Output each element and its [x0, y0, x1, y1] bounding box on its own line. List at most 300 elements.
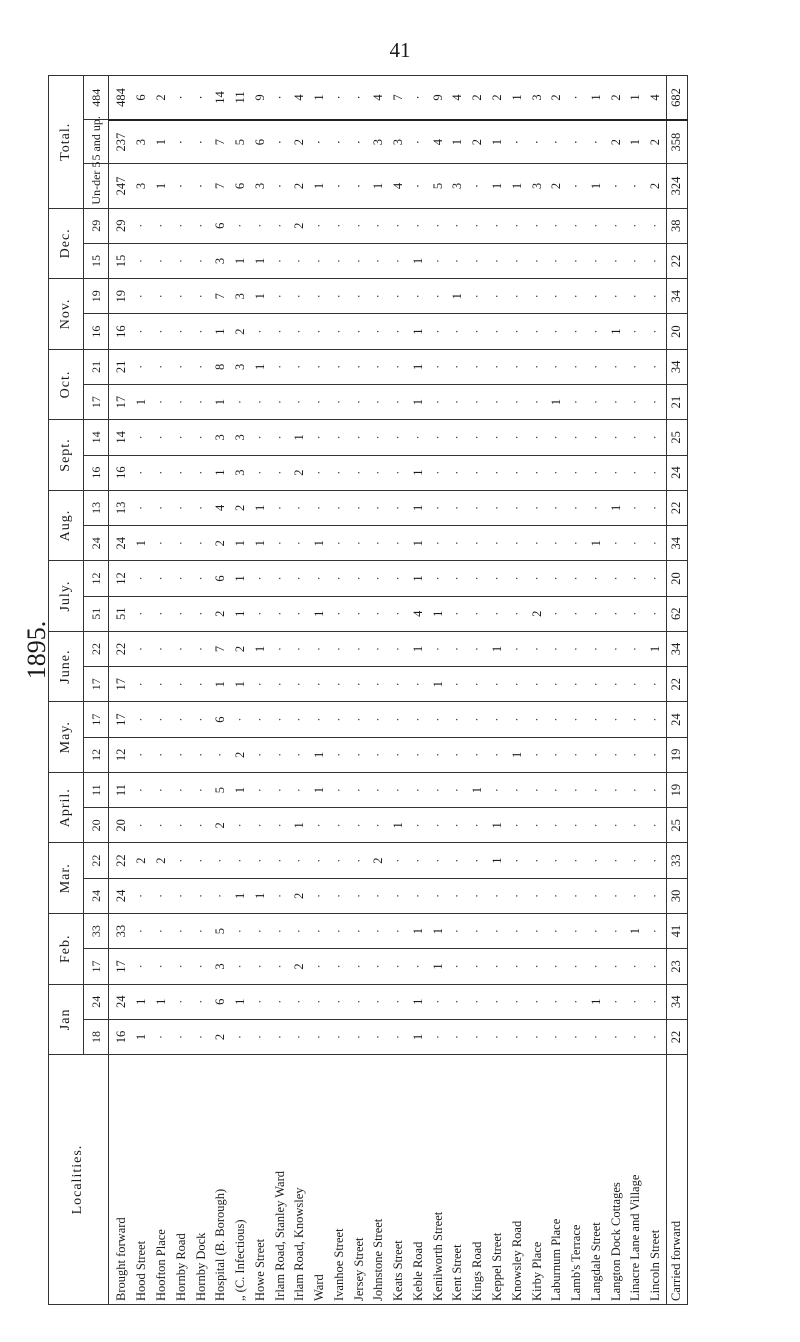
- month-cell: 1: [211, 314, 231, 349]
- month-cell: ·: [468, 420, 488, 455]
- month-cell: ·: [428, 843, 448, 878]
- month-cell: ·: [547, 490, 567, 525]
- month-cell: ·: [448, 772, 468, 807]
- month-cell: ·: [468, 949, 488, 984]
- month-cell: ·: [408, 667, 428, 702]
- month-sub-header: 22: [84, 843, 109, 878]
- month-cell: ·: [389, 243, 409, 278]
- locality-name: Keppel Street: [487, 1055, 507, 1305]
- month-cell: ·: [586, 878, 606, 913]
- month-cell: ·: [626, 314, 646, 349]
- five-and-up-cell: 1: [448, 120, 468, 164]
- grand-total-cell: 4: [369, 76, 389, 120]
- locality-name: Ivanhoe Street: [329, 1055, 349, 1305]
- month-cell: ·: [507, 455, 527, 490]
- five-and-up-cell: 1: [626, 120, 646, 164]
- month-cell: ·: [389, 526, 409, 561]
- month-cell: ·: [468, 667, 488, 702]
- month-sub-header: 24: [84, 878, 109, 913]
- under-5-cell: 3: [250, 164, 270, 208]
- month-cell: 15: [109, 243, 132, 278]
- month-cell: ·: [329, 561, 349, 596]
- month-cell: ·: [468, 208, 488, 243]
- month-cell: 12: [109, 737, 132, 772]
- month-cell: ·: [448, 984, 468, 1019]
- month-cell: 19: [666, 737, 687, 772]
- month-cell: ·: [151, 914, 171, 949]
- month-cell: 22: [109, 843, 132, 878]
- month-cell: 7: [211, 631, 231, 666]
- month-cell: ·: [171, 596, 191, 631]
- month-cell: ·: [310, 420, 330, 455]
- month-cell: ·: [270, 243, 290, 278]
- grand-total-cell: 3: [527, 76, 547, 120]
- month-cell: ·: [408, 737, 428, 772]
- month-cell: ·: [567, 596, 587, 631]
- month-cell: 6: [211, 561, 231, 596]
- month-cell: ·: [389, 702, 409, 737]
- month-cell: 1: [250, 631, 270, 666]
- month-cell: 6: [211, 208, 231, 243]
- month-cell: 1: [428, 667, 448, 702]
- locality-name: Lincoln Street: [646, 1055, 666, 1305]
- month-cell: ·: [448, 737, 468, 772]
- month-cell: ·: [507, 279, 527, 314]
- month-cell: ·: [428, 702, 448, 737]
- month-cell: ·: [369, 384, 389, 419]
- month-cell: ·: [132, 455, 152, 490]
- month-cell: ·: [369, 455, 389, 490]
- month-header-row: [49, 76, 84, 1305]
- month-cell: ·: [487, 984, 507, 1019]
- month-cell: ·: [369, 243, 389, 278]
- grand-total-cell: ·: [270, 76, 290, 120]
- month-cell: 21: [666, 384, 687, 419]
- month-cell: 34: [666, 984, 687, 1019]
- month-cell: ·: [606, 949, 626, 984]
- month-cell: ·: [646, 949, 666, 984]
- month-cell: ·: [606, 1019, 626, 1054]
- month-cell: ·: [171, 420, 191, 455]
- month-cell: 41: [666, 914, 687, 949]
- month-cell: ·: [349, 596, 369, 631]
- month-cell: ·: [290, 1019, 310, 1054]
- month-cell: ·: [507, 984, 527, 1019]
- month-sub-header: 33: [84, 914, 109, 949]
- month-cell: ·: [468, 490, 488, 525]
- month-cell: 2: [211, 526, 231, 561]
- table-row: [310, 76, 330, 1305]
- month-cell: ·: [626, 490, 646, 525]
- five-and-up-cell: 2: [468, 120, 488, 164]
- month-cell: 16: [109, 1019, 132, 1054]
- month-cell: ·: [626, 667, 646, 702]
- month-cell: ·: [250, 384, 270, 419]
- grand-total-cell: 2: [487, 76, 507, 120]
- month-cell: ·: [310, 279, 330, 314]
- month-cell: ·: [468, 314, 488, 349]
- month-cell: ·: [487, 737, 507, 772]
- month-cell: ·: [329, 984, 349, 1019]
- locality-name: Irlam Road, Stanley Ward: [270, 1055, 290, 1305]
- under-5-cell: 1: [586, 164, 606, 208]
- month-cell: ·: [250, 702, 270, 737]
- month-cell: 22: [666, 490, 687, 525]
- month-cell: ·: [646, 526, 666, 561]
- month-cell: ·: [369, 737, 389, 772]
- grand-total-cell: 14: [211, 76, 231, 120]
- month-cell: ·: [310, 808, 330, 843]
- grand-total-cell: 2: [151, 76, 171, 120]
- month-cell: 3: [230, 420, 250, 455]
- month-cell: ·: [270, 490, 290, 525]
- month-cell: ·: [191, 526, 211, 561]
- month-cell: ·: [567, 243, 587, 278]
- month-cell: 25: [666, 808, 687, 843]
- month-cell: ·: [487, 314, 507, 349]
- month-cell: 1: [586, 984, 606, 1019]
- month-cell: ·: [250, 1019, 270, 1054]
- month-cell: ·: [290, 631, 310, 666]
- month-cell: ·: [329, 878, 349, 913]
- under-5-cell: 1: [369, 164, 389, 208]
- month-cell: ·: [468, 631, 488, 666]
- month-cell: ·: [250, 667, 270, 702]
- month-cell: ·: [646, 455, 666, 490]
- month-cell: 19: [666, 772, 687, 807]
- month-cell: 1: [132, 526, 152, 561]
- locality-name: Jersey Street: [349, 1055, 369, 1305]
- month-cell: 17: [109, 702, 132, 737]
- month-cell: ·: [606, 384, 626, 419]
- month-cell: ·: [626, 737, 646, 772]
- month-cell: ·: [151, 243, 171, 278]
- month-cell: 1: [626, 914, 646, 949]
- grand-total-cell: ·: [408, 76, 428, 120]
- table-row: [369, 76, 389, 1305]
- month-cell: ·: [527, 561, 547, 596]
- month-cell: 22: [666, 667, 687, 702]
- locality-name: Ward: [310, 1055, 330, 1305]
- month-cell: ·: [171, 808, 191, 843]
- month-cell: ·: [389, 914, 409, 949]
- month-cell: ·: [547, 914, 567, 949]
- month-cell: ·: [626, 596, 646, 631]
- month-header: Oct.: [49, 349, 84, 420]
- month-cell: ·: [586, 772, 606, 807]
- month-cell: 20: [109, 808, 132, 843]
- month-cell: ·: [527, 420, 547, 455]
- locality-name: Kirby Place: [527, 1055, 547, 1305]
- month-cell: ·: [606, 455, 626, 490]
- month-cell: ·: [191, 384, 211, 419]
- month-cell: ·: [151, 667, 171, 702]
- month-cell: ·: [626, 208, 646, 243]
- month-cell: ·: [586, 208, 606, 243]
- month-cell: ·: [310, 561, 330, 596]
- grand-total-cell: 1: [626, 76, 646, 120]
- month-cell: ·: [487, 349, 507, 384]
- month-cell: ·: [191, 702, 211, 737]
- month-sub-header: 17: [84, 384, 109, 419]
- month-cell: ·: [329, 455, 349, 490]
- table-row: [132, 76, 152, 1305]
- month-cell: ·: [191, 349, 211, 384]
- month-cell: ·: [606, 737, 626, 772]
- grand-total-cell: 9: [250, 76, 270, 120]
- table-row: [329, 76, 349, 1305]
- month-cell: ·: [606, 808, 626, 843]
- month-cell: ·: [270, 208, 290, 243]
- month-cell: ·: [290, 384, 310, 419]
- month-cell: ·: [428, 384, 448, 419]
- month-cell: ·: [448, 808, 468, 843]
- month-cell: ·: [191, 490, 211, 525]
- month-cell: 3: [230, 279, 250, 314]
- locality-name: Hood Street: [132, 1055, 152, 1305]
- grand-total-cell: 1: [310, 76, 330, 120]
- month-cell: ·: [369, 561, 389, 596]
- month-cell: 1: [230, 561, 250, 596]
- month-cell: ·: [626, 772, 646, 807]
- month-cell: ·: [191, 667, 211, 702]
- month-cell: 33: [109, 914, 132, 949]
- month-cell: ·: [132, 737, 152, 772]
- under-5-cell: ·: [567, 164, 587, 208]
- month-cell: ·: [646, 843, 666, 878]
- month-cell: ·: [389, 279, 409, 314]
- month-cell: ·: [646, 667, 666, 702]
- five-and-up-cell: 3: [369, 120, 389, 164]
- month-cell: ·: [646, 596, 666, 631]
- month-cell: ·: [626, 455, 646, 490]
- month-cell: ·: [250, 843, 270, 878]
- month-cell: ·: [270, 596, 290, 631]
- month-cell: ·: [132, 631, 152, 666]
- month-cell: 1: [230, 878, 250, 913]
- month-cell: ·: [606, 420, 626, 455]
- month-cell: ·: [349, 808, 369, 843]
- month-header: Sept.: [49, 420, 84, 491]
- five-and-up-cell: ·: [191, 120, 211, 164]
- month-cell: ·: [151, 561, 171, 596]
- month-cell: 1: [250, 490, 270, 525]
- month-cell: ·: [448, 843, 468, 878]
- month-cell: ·: [389, 314, 409, 349]
- month-sub-header: 19: [84, 279, 109, 314]
- grand-total-cell: 6: [132, 76, 152, 120]
- month-cell: ·: [191, 208, 211, 243]
- month-cell: ·: [389, 455, 409, 490]
- month-cell: ·: [606, 243, 626, 278]
- month-cell: ·: [171, 243, 191, 278]
- month-cell: ·: [151, 878, 171, 913]
- month-cell: ·: [527, 384, 547, 419]
- month-cell: ·: [270, 878, 290, 913]
- month-cell: ·: [428, 279, 448, 314]
- month-cell: ·: [527, 914, 547, 949]
- month-cell: 1: [408, 490, 428, 525]
- month-cell: 3: [211, 949, 231, 984]
- month-cell: 12: [109, 561, 132, 596]
- month-cell: ·: [606, 984, 626, 1019]
- month-cell: 1: [151, 984, 171, 1019]
- month-cell: ·: [646, 349, 666, 384]
- month-cell: ·: [171, 949, 191, 984]
- month-cell: ·: [191, 949, 211, 984]
- month-cell: ·: [567, 349, 587, 384]
- month-cell: ·: [270, 279, 290, 314]
- month-cell: 4: [211, 490, 231, 525]
- month-cell: ·: [626, 702, 646, 737]
- grand-total-cell: ·: [171, 76, 191, 120]
- month-cell: ·: [507, 208, 527, 243]
- month-cell: ·: [290, 667, 310, 702]
- month-cell: 1: [606, 314, 626, 349]
- month-cell: ·: [151, 1019, 171, 1054]
- month-cell: ·: [586, 384, 606, 419]
- month-cell: ·: [151, 349, 171, 384]
- month-cell: ·: [428, 1019, 448, 1054]
- month-cell: ·: [567, 526, 587, 561]
- month-cell: ·: [567, 420, 587, 455]
- month-cell: ·: [389, 490, 409, 525]
- locality-name: Hornby Road: [171, 1055, 191, 1305]
- month-cell: 1: [606, 490, 626, 525]
- month-cell: 8: [211, 349, 231, 384]
- month-cell: ·: [428, 737, 448, 772]
- table-row: [250, 76, 270, 1305]
- month-cell: ·: [527, 455, 547, 490]
- locality-name: Langdale Street: [586, 1055, 606, 1305]
- month-cell: ·: [270, 455, 290, 490]
- month-cell: 2: [151, 843, 171, 878]
- month-cell: ·: [389, 737, 409, 772]
- month-cell: ·: [389, 984, 409, 1019]
- table-row: [606, 76, 626, 1305]
- month-cell: ·: [191, 420, 211, 455]
- table-row: [666, 76, 687, 1305]
- month-cell: 1: [250, 349, 270, 384]
- month-cell: 1: [310, 526, 330, 561]
- month-cell: ·: [567, 561, 587, 596]
- month-cell: 4: [408, 596, 428, 631]
- under-5-header: Un-der 5: [84, 164, 109, 208]
- month-cell: ·: [468, 878, 488, 913]
- month-cell: ·: [547, 561, 567, 596]
- month-cell: ·: [448, 455, 468, 490]
- month-cell: ·: [626, 561, 646, 596]
- month-cell: ·: [646, 561, 666, 596]
- month-cell: ·: [389, 561, 409, 596]
- month-cell: ·: [507, 420, 527, 455]
- five-and-up-cell: 5: [230, 120, 250, 164]
- table-row: [109, 76, 132, 1305]
- month-sub-header: 24: [84, 526, 109, 561]
- month-cell: ·: [329, 526, 349, 561]
- month-cell: ·: [507, 243, 527, 278]
- month-cell: ·: [349, 208, 369, 243]
- month-cell: ·: [586, 243, 606, 278]
- month-cell: ·: [428, 878, 448, 913]
- month-cell: ·: [369, 808, 389, 843]
- month-cell: ·: [250, 949, 270, 984]
- table-row: [646, 76, 666, 1305]
- month-cell: ·: [329, 420, 349, 455]
- month-cell: ·: [408, 208, 428, 243]
- five-and-up-cell: 7: [211, 120, 231, 164]
- month-cell: ·: [310, 702, 330, 737]
- month-cell: ·: [270, 702, 290, 737]
- month-cell: ·: [448, 208, 468, 243]
- month-cell: ·: [310, 984, 330, 1019]
- under-5-cell: 2: [290, 164, 310, 208]
- month-cell: 17: [109, 949, 132, 984]
- month-cell: ·: [290, 314, 310, 349]
- five-and-up-cell: ·: [171, 120, 191, 164]
- month-cell: ·: [507, 808, 527, 843]
- month-cell: ·: [487, 949, 507, 984]
- under-5-cell: 2: [547, 164, 567, 208]
- month-sub-header: 51: [84, 596, 109, 631]
- month-cell: 1: [487, 808, 507, 843]
- month-cell: ·: [646, 808, 666, 843]
- month-cell: ·: [132, 349, 152, 384]
- month-cell: ·: [646, 279, 666, 314]
- month-cell: ·: [310, 349, 330, 384]
- month-cell: ·: [389, 208, 409, 243]
- month-cell: ·: [428, 490, 448, 525]
- month-cell: ·: [329, 808, 349, 843]
- month-cell: 13: [109, 490, 132, 525]
- month-cell: ·: [487, 208, 507, 243]
- month-cell: ·: [349, 526, 369, 561]
- five-and-up-cell: ·: [586, 120, 606, 164]
- month-cell: ·: [547, 420, 567, 455]
- month-header: Feb.: [49, 914, 84, 985]
- month-cell: ·: [369, 949, 389, 984]
- month-cell: ·: [230, 208, 250, 243]
- month-cell: ·: [310, 631, 330, 666]
- month-cell: ·: [448, 914, 468, 949]
- month-cell: ·: [606, 349, 626, 384]
- five-and-up-cell: ·: [408, 120, 428, 164]
- month-cell: ·: [507, 702, 527, 737]
- month-cell: ·: [567, 208, 587, 243]
- month-cell: ·: [468, 384, 488, 419]
- month-cell: 1: [250, 243, 270, 278]
- month-cell: ·: [448, 490, 468, 525]
- month-cell: ·: [349, 737, 369, 772]
- month-cell: ·: [527, 949, 547, 984]
- month-cell: 2: [369, 843, 389, 878]
- month-cell: 1: [408, 526, 428, 561]
- month-cell: ·: [468, 1019, 488, 1054]
- month-cell: ·: [468, 808, 488, 843]
- month-cell: ·: [349, 984, 369, 1019]
- locality-name: Kings Road: [468, 1055, 488, 1305]
- month-cell: ·: [428, 526, 448, 561]
- five-and-up-cell: ·: [310, 120, 330, 164]
- month-header: Aug.: [49, 490, 84, 561]
- month-cell: 22: [666, 1019, 687, 1054]
- month-cell: ·: [132, 808, 152, 843]
- month-cell: ·: [626, 420, 646, 455]
- table-row: [230, 76, 250, 1305]
- month-cell: 1: [310, 737, 330, 772]
- month-cell: ·: [349, 349, 369, 384]
- month-cell: 2: [211, 1019, 231, 1054]
